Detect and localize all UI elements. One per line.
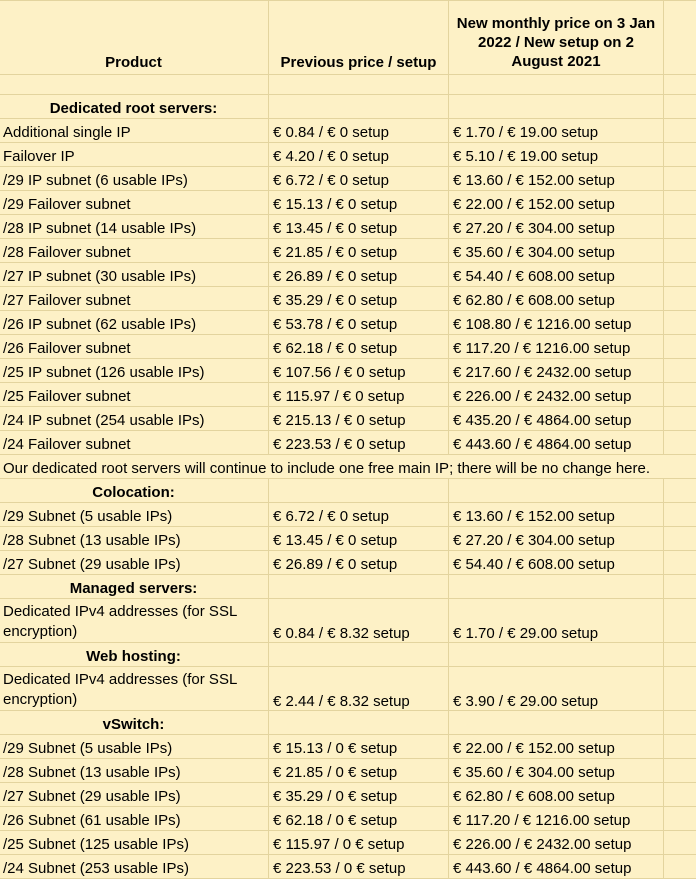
table-row	[0, 167, 696, 191]
previous-price-cell: € 62.18 / 0 € setup	[269, 807, 449, 831]
new-price-cell: € 62.80 / € 608.00 setup	[449, 287, 664, 311]
product-cell: /26 IP subnet (62 usable IPs)	[0, 311, 269, 335]
new-price-cell: € 54.40 / € 608.00 setup	[449, 263, 664, 287]
previous-price-cell: € 15.13 / € 0 setup	[269, 191, 449, 215]
new-price-cell: € 5.10 / € 19.00 setup	[449, 143, 664, 167]
table-row	[0, 431, 696, 455]
section-dedicated	[0, 95, 696, 119]
product-cell: /26 Subnet (61 usable IPs)	[0, 807, 269, 831]
section-title: vSwitch:	[0, 711, 269, 735]
product-cell: /27 Subnet (29 usable IPs)	[0, 783, 269, 807]
product-cell: /27 Subnet (29 usable IPs)	[0, 551, 269, 575]
previous-price-cell: € 13.45 / € 0 setup	[269, 215, 449, 239]
product-cell: Additional single IP	[0, 119, 269, 143]
product-cell: /29 Failover subnet	[0, 191, 269, 215]
product-cell: /25 Failover subnet	[0, 383, 269, 407]
table-row	[0, 759, 696, 783]
note-row	[0, 455, 696, 479]
section-colocation	[0, 479, 696, 503]
section-title: Colocation:	[0, 479, 269, 503]
previous-price-cell: € 0.84 / € 0 setup	[269, 119, 449, 143]
new-price-cell: € 22.00 / € 152.00 setup	[449, 735, 664, 759]
new-price-cell: € 13.60 / € 152.00 setup	[449, 503, 664, 527]
table-row	[0, 527, 696, 551]
previous-price-cell: € 0.84 / € 8.32 setup	[269, 599, 449, 643]
new-price-cell: € 54.40 / € 608.00 setup	[449, 551, 664, 575]
table-row	[0, 855, 696, 879]
previous-price-cell: € 115.97 / 0 € setup	[269, 831, 449, 855]
table-row	[0, 407, 696, 431]
section-title: Dedicated root servers:	[0, 95, 269, 119]
new-price-cell: € 35.60 / € 304.00 setup	[449, 239, 664, 263]
header-row	[0, 1, 696, 75]
table-row	[0, 143, 696, 167]
product-cell: Dedicated IPv4 addresses (for SSL encryption)	[0, 667, 269, 711]
product-cell: Failover IP	[0, 143, 269, 167]
section-managed	[0, 575, 696, 599]
new-price-cell: € 1.70 / € 19.00 setup	[449, 119, 664, 143]
table-row	[0, 239, 696, 263]
product-cell: /27 Failover subnet	[0, 287, 269, 311]
new-price-cell: € 35.60 / € 304.00 setup	[449, 759, 664, 783]
table-row	[0, 551, 696, 575]
table-row	[0, 735, 696, 759]
table-row	[0, 263, 696, 287]
previous-price-cell: € 21.85 / 0 € setup	[269, 759, 449, 783]
table-row	[0, 191, 696, 215]
product-cell: /27 IP subnet (30 usable IPs)	[0, 263, 269, 287]
table-row	[0, 215, 696, 239]
table-row	[0, 783, 696, 807]
table-row	[0, 383, 696, 407]
table-row	[0, 831, 696, 855]
product-cell: /26 Failover subnet	[0, 335, 269, 359]
product-cell: /29 Subnet (5 usable IPs)	[0, 735, 269, 759]
previous-price-cell: € 26.89 / € 0 setup	[269, 551, 449, 575]
new-price-cell: € 443.60 / € 4864.00 setup	[449, 431, 664, 455]
product-cell: /25 IP subnet (126 usable IPs)	[0, 359, 269, 383]
dedicated-note: Our dedicated root servers will continue to include one free main IP; there will be no change here.	[0, 455, 696, 479]
new-price-cell: € 22.00 / € 152.00 setup	[449, 191, 664, 215]
previous-price-cell: € 15.13 / 0 € setup	[269, 735, 449, 759]
previous-price-cell: € 62.18 / € 0 setup	[269, 335, 449, 359]
product-cell: /29 IP subnet (6 usable IPs)	[0, 167, 269, 191]
previous-price-cell: € 53.78 / € 0 setup	[269, 311, 449, 335]
spacer-row	[0, 75, 696, 95]
product-cell: /28 IP subnet (14 usable IPs)	[0, 215, 269, 239]
previous-price-cell: € 115.97 / € 0 setup	[269, 383, 449, 407]
previous-price-cell: € 215.13 / € 0 setup	[269, 407, 449, 431]
previous-price-cell: € 6.72 / € 0 setup	[269, 503, 449, 527]
new-price-cell: € 27.20 / € 304.00 setup	[449, 215, 664, 239]
new-price-cell: € 443.60 / € 4864.00 setup	[449, 855, 664, 879]
new-price-cell: € 1.70 / € 29.00 setup	[449, 599, 664, 643]
previous-price-cell: € 6.72 / € 0 setup	[269, 167, 449, 191]
previous-price-cell: € 2.44 / € 8.32 setup	[269, 667, 449, 711]
section-vswitch	[0, 711, 696, 735]
previous-price-cell: € 107.56 / € 0 setup	[269, 359, 449, 383]
table-row	[0, 359, 696, 383]
header-new: New monthly price on 3 Jan 2022 / New setup on 2 August 2021	[449, 1, 664, 75]
header-product: Product	[0, 1, 269, 75]
table-row	[0, 335, 696, 359]
new-price-cell: € 117.20 / € 1216.00 setup	[449, 807, 664, 831]
table-row	[0, 311, 696, 335]
previous-price-cell: € 223.53 / 0 € setup	[269, 855, 449, 879]
product-cell: /29 Subnet (5 usable IPs)	[0, 503, 269, 527]
table-row	[0, 287, 696, 311]
section-title: Web hosting:	[0, 643, 269, 667]
product-cell: /24 Failover subnet	[0, 431, 269, 455]
new-price-cell: € 27.20 / € 304.00 setup	[449, 527, 664, 551]
new-price-cell: € 117.20 / € 1216.00 setup	[449, 335, 664, 359]
previous-price-cell: € 21.85 / € 0 setup	[269, 239, 449, 263]
previous-price-cell: € 4.20 / € 0 setup	[269, 143, 449, 167]
previous-price-cell: € 35.29 / 0 € setup	[269, 783, 449, 807]
table-row	[0, 119, 696, 143]
new-price-cell: € 226.00 / € 2432.00 setup	[449, 383, 664, 407]
new-price-cell: € 108.80 / € 1216.00 setup	[449, 311, 664, 335]
header-previous: Previous price / setup	[269, 1, 449, 75]
product-cell: /25 Subnet (125 usable IPs)	[0, 831, 269, 855]
product-cell: /28 Subnet (13 usable IPs)	[0, 759, 269, 783]
new-price-cell: € 435.20 / € 4864.00 setup	[449, 407, 664, 431]
product-cell: /24 Subnet (253 usable IPs)	[0, 855, 269, 879]
new-price-cell: € 217.60 / € 2432.00 setup	[449, 359, 664, 383]
table-row	[0, 599, 696, 643]
section-title: Managed servers:	[0, 575, 269, 599]
new-price-cell: € 62.80 / € 608.00 setup	[449, 783, 664, 807]
table-row	[0, 667, 696, 711]
new-price-cell: € 226.00 / € 2432.00 setup	[449, 831, 664, 855]
product-cell: /28 Subnet (13 usable IPs)	[0, 527, 269, 551]
product-cell: /28 Failover subnet	[0, 239, 269, 263]
product-cell: /24 IP subnet (254 usable IPs)	[0, 407, 269, 431]
previous-price-cell: € 35.29 / € 0 setup	[269, 287, 449, 311]
previous-price-cell: € 223.53 / € 0 setup	[269, 431, 449, 455]
section-webhosting	[0, 643, 696, 667]
table-row	[0, 807, 696, 831]
new-price-cell: € 3.90 / € 29.00 setup	[449, 667, 664, 711]
previous-price-cell: € 13.45 / € 0 setup	[269, 527, 449, 551]
new-price-cell: € 13.60 / € 152.00 setup	[449, 167, 664, 191]
product-cell: Dedicated IPv4 addresses (for SSL encryption)	[0, 599, 269, 643]
table-row	[0, 503, 696, 527]
previous-price-cell: € 26.89 / € 0 setup	[269, 263, 449, 287]
